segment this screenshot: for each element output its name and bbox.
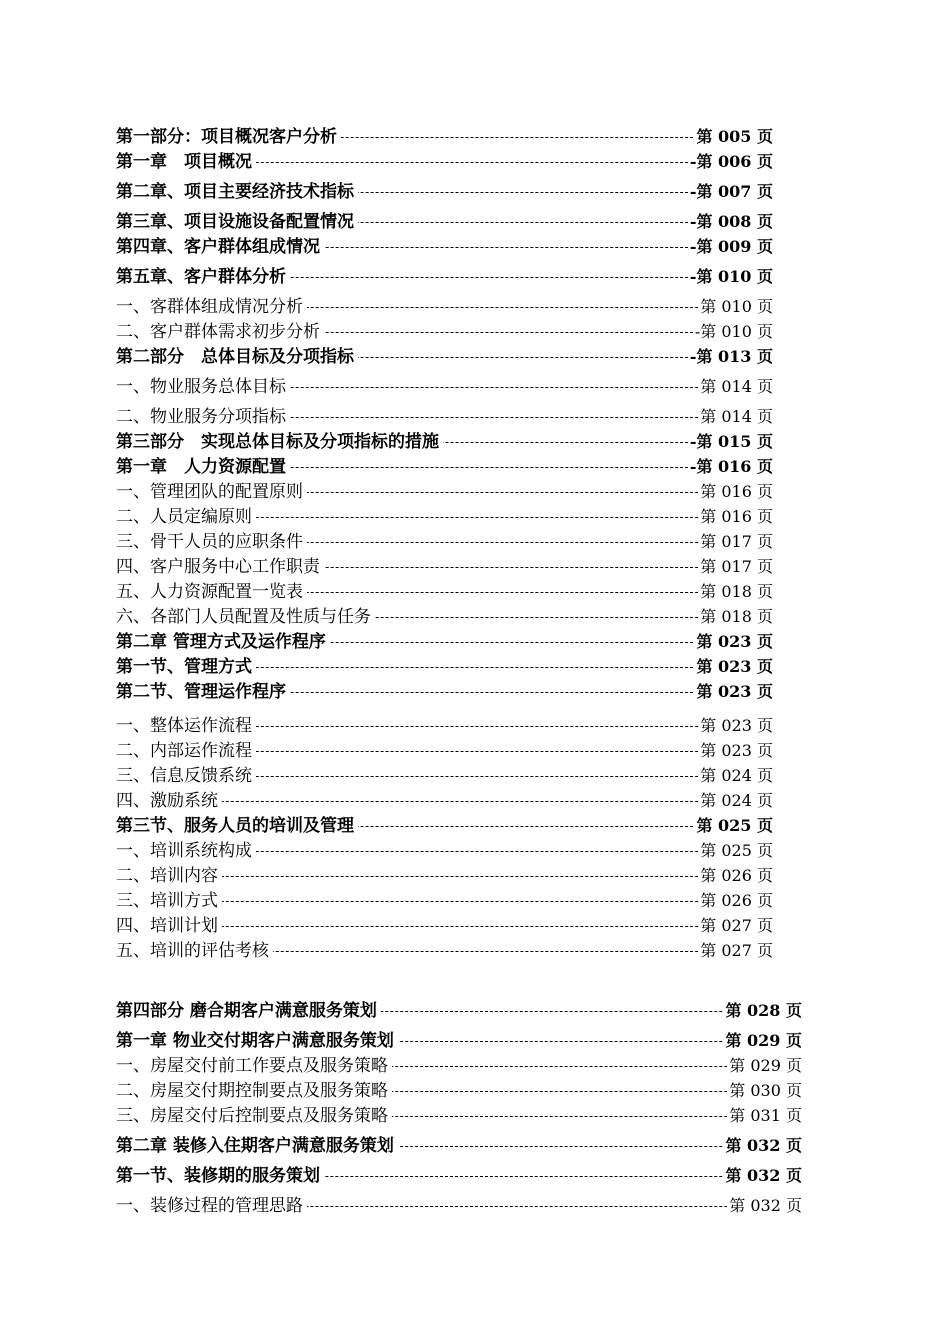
toc-entry[interactable]: [116, 890, 773, 912]
toc-entry-title: 四、培训计划: [116, 915, 222, 937]
toc-entry-page: 第 024 页: [700, 791, 773, 810]
toc-entry[interactable]: [116, 840, 773, 862]
toc-entry[interactable]: [116, 296, 773, 318]
toc-entry-title: 第四部分 磨合期客户满意服务策划: [116, 1000, 381, 1022]
toc-entry[interactable]: [116, 740, 773, 762]
toc-entry-page: -第 016 页: [689, 457, 773, 476]
toc-entry-title: 一、装修过程的管理思路: [116, 1195, 307, 1217]
toc-entry-title: 二、房屋交付期控制要点及服务策略: [116, 1080, 392, 1102]
toc-entry-title: 一、房屋交付前工作要点及服务策略: [116, 1055, 392, 1077]
toc-entry[interactable]: [116, 656, 773, 678]
toc-entry-title: 第三章、项目设施设备配置情况: [116, 211, 358, 233]
toc-entry-title: 第一节、管理方式: [116, 656, 256, 678]
toc-entry-title: 二、内部运作流程: [116, 740, 256, 762]
toc-entry[interactable]: [116, 715, 773, 737]
toc-entry[interactable]: [116, 1105, 802, 1127]
toc-entry[interactable]: [116, 765, 773, 787]
toc-entry-title: 第四章、客户群体组成情况: [116, 236, 324, 258]
toc-entry-title: 二、物业服务分项指标: [116, 406, 290, 428]
toc-entry-title: 第二章、项目主要经济技术指标: [116, 181, 358, 203]
toc-entry-page: 第 014 页: [700, 377, 773, 396]
toc-entry[interactable]: [116, 376, 773, 398]
toc-entry-title: 三、信息反馈系统: [116, 765, 256, 787]
toc-entry-page: -第 010 页: [689, 267, 773, 286]
toc-entry[interactable]: [116, 506, 773, 528]
toc-entry[interactable]: [116, 790, 773, 812]
toc-entry-page: 第 005 页: [696, 127, 773, 146]
toc-entry[interactable]: [116, 1080, 802, 1102]
toc-entry[interactable]: [116, 815, 773, 837]
toc-entry-page: 第 018 页: [700, 582, 773, 601]
toc-entry[interactable]: [116, 1165, 802, 1187]
toc-entry-page: 第 030 页: [729, 1081, 802, 1100]
toc-entry[interactable]: [116, 631, 773, 653]
toc-entry-title: 第二节、管理运作程序: [116, 681, 290, 703]
toc-entry-title: 第一章 物业交付期客户满意服务策划: [116, 1030, 398, 1052]
toc-entry-page: 第 018 页: [700, 607, 773, 626]
toc-entry-page: -第 009 页: [689, 237, 773, 256]
toc-entry-title: 第二部分 总体目标及分项指标: [116, 346, 358, 368]
toc-entry-page: 第 029 页: [729, 1056, 802, 1075]
toc-entry-page: 第 024 页: [700, 766, 773, 785]
toc-entry[interactable]: [116, 606, 773, 628]
toc-entry-title: 第一节、装修期的服务策划: [116, 1165, 324, 1187]
toc-entry-page: 第 032 页: [725, 1166, 802, 1185]
toc-entry[interactable]: [116, 581, 773, 603]
toc-entry[interactable]: [116, 940, 773, 962]
toc-entry-page: 第 029 页: [725, 1031, 802, 1050]
toc-entry-page: 第 025 页: [700, 841, 773, 860]
toc-entry[interactable]: [116, 681, 773, 703]
toc-entry-page: -第 006 页: [689, 152, 773, 171]
toc-entry-page: 第 031 页: [729, 1106, 802, 1125]
toc-entry-page: 第 016 页: [700, 482, 773, 501]
toc-entry-page: -第 015 页: [689, 432, 773, 451]
toc-entry[interactable]: [116, 1195, 802, 1217]
toc-entry-title: 五、人力资源配置一览表: [116, 581, 307, 603]
toc-entry[interactable]: [116, 211, 773, 233]
toc-entry-page: -第 013 页: [689, 347, 773, 366]
toc-entry-page: 第 025 页: [696, 816, 773, 835]
toc-entry[interactable]: [116, 531, 773, 553]
toc-entry-page: 第 026 页: [700, 891, 773, 910]
toc-entry-title: 二、培训内容: [116, 865, 222, 887]
toc-entry[interactable]: [116, 915, 773, 937]
toc-entry-page: 第 027 页: [700, 916, 773, 935]
toc-entry[interactable]: [116, 181, 773, 203]
toc-entry-title: 六、各部门人员配置及性质与任务: [116, 606, 375, 628]
toc-entry-title: 三、房屋交付后控制要点及服务策略: [116, 1105, 392, 1127]
toc-entry-page: -第 010 页: [694, 322, 773, 341]
toc-entry-page: 第 014 页: [700, 407, 773, 426]
toc-entry[interactable]: [116, 406, 773, 428]
toc-entry-page: 第 027 页: [700, 941, 773, 960]
toc-entry[interactable]: [116, 266, 773, 288]
toc-entry-title: 四、客户服务中心工作职责: [116, 556, 324, 578]
toc-entry-page: 第 017 页: [700, 557, 773, 576]
toc-entry-title: 第一部分：项目概况客户分析: [116, 126, 341, 148]
toc-entry-title: 四、激励系统: [116, 790, 222, 812]
toc-entry-title: 第二章 装修入住期客户满意服务策划: [116, 1135, 398, 1157]
toc-entry-page: 第 017 页: [700, 532, 773, 551]
toc-entry[interactable]: [116, 456, 773, 478]
toc-entry-page: 第 023 页: [696, 632, 773, 651]
toc-entry-title: 二、人员定编原则: [116, 506, 256, 528]
toc-entry[interactable]: [116, 1055, 802, 1077]
toc-entry-page: -第 007 页: [689, 182, 773, 201]
toc-entry[interactable]: [116, 1030, 802, 1052]
toc-entry-page: 第 032 页: [725, 1136, 802, 1155]
toc-entry-page: 第 023 页: [696, 657, 773, 676]
toc-entry[interactable]: [116, 431, 773, 453]
toc-entry-page: 第 023 页: [700, 741, 773, 760]
toc-entry-title: 第三节、服务人员的培训及管理: [116, 815, 358, 837]
toc-entry-page: 第 026 页: [700, 866, 773, 885]
toc-entry[interactable]: [116, 321, 773, 343]
toc-entry-page: 第 028 页: [725, 1001, 802, 1020]
toc-entry[interactable]: [116, 151, 773, 173]
toc-entry-title: 二、客户群体需求初步分析: [116, 321, 324, 343]
toc-entry[interactable]: [116, 236, 773, 258]
toc-entry-page: 第 023 页: [700, 716, 773, 735]
toc-entry-title: 第二章 管理方式及运作程序: [116, 631, 330, 653]
toc-entry-title: 一、物业服务总体目标: [116, 376, 290, 398]
toc-entry[interactable]: [116, 481, 773, 503]
toc-entry-title: 一、客群体组成情况分析: [116, 296, 307, 318]
toc-entry-title: 一、管理团队的配置原则: [116, 481, 307, 503]
toc-entry-title: 一、整体运作流程: [116, 715, 256, 737]
toc-entry[interactable]: [116, 556, 773, 578]
toc-entry-page: 第 032 页: [729, 1196, 802, 1215]
toc-entry[interactable]: [116, 865, 773, 887]
toc-entry-title: 第三部分 实现总体目标及分项指标的措施: [116, 431, 443, 453]
toc-entry[interactable]: [116, 1000, 802, 1022]
toc-entry-page: 第 023 页: [696, 682, 773, 701]
toc-entry-title: 五、培训的评估考核: [116, 940, 273, 962]
toc-entry-page: -第 008 页: [689, 212, 773, 231]
toc-entry-title: 三、培训方式: [116, 890, 222, 912]
toc-entry[interactable]: [116, 1135, 802, 1157]
toc-entry-title: 三、骨干人员的应职条件: [116, 531, 307, 553]
toc-entry[interactable]: [116, 346, 773, 368]
toc-entry-title: 第一章 项目概况: [116, 151, 256, 173]
toc-entry-page: 第 010 页: [700, 297, 773, 316]
toc-entry[interactable]: [116, 126, 773, 148]
toc-entry-title: 第一章 人力资源配置: [116, 456, 290, 478]
toc-entry-title: 第五章、客户群体分析: [116, 266, 290, 288]
toc-entry-title: 一、培训系统构成: [116, 840, 256, 862]
toc-entry-page: 第 016 页: [700, 507, 773, 526]
